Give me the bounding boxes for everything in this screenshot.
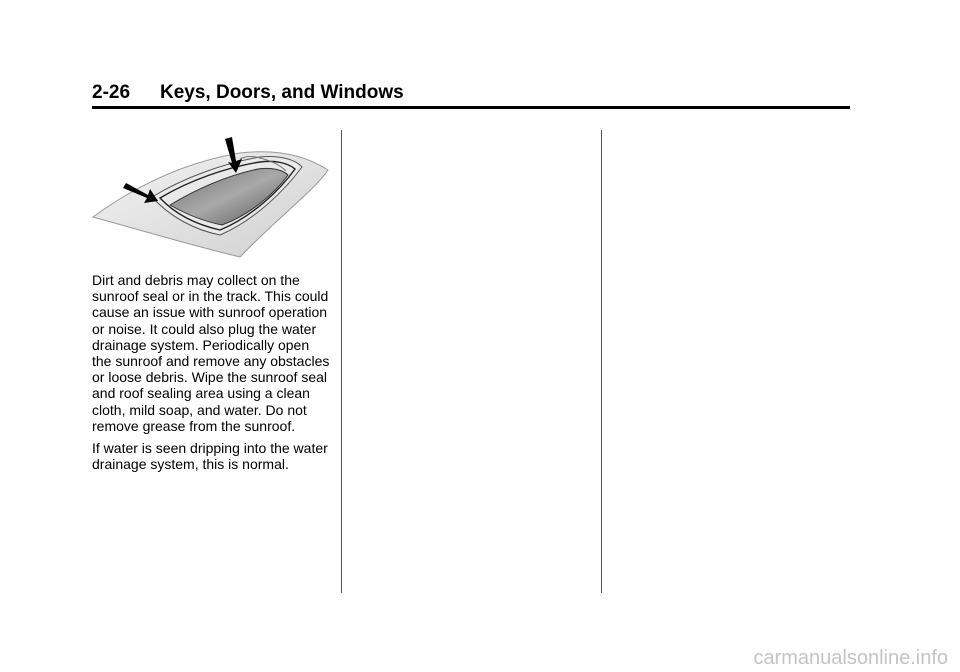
page-number: 2-26	[92, 82, 131, 103]
body-paragraph: If water is seen dripping into the water drainage system, this is normal.	[92, 440, 328, 473]
footer-watermark: carmanualsonline.info	[753, 647, 948, 669]
chapter-title: Keys, Doors, and Windows	[160, 82, 404, 103]
column-divider-left	[341, 130, 342, 593]
body-text	[92, 272, 332, 478]
column-divider-right	[601, 130, 602, 593]
sunroof-illustration	[90, 135, 330, 260]
body-paragraph: Dirt and debris may collect on the sunroof seal or in the track. This could cause an issue with sunroof operation or noise. It could also plug the water drainage system. Periodically open the sunroof and remove any obstacles or loose debris. Wipe the sunroof seal and roof sealing area using a clean cloth, mild soap, and water. Do not remove grease from the sunroof.	[92, 272, 330, 434]
page-header	[92, 80, 850, 109]
